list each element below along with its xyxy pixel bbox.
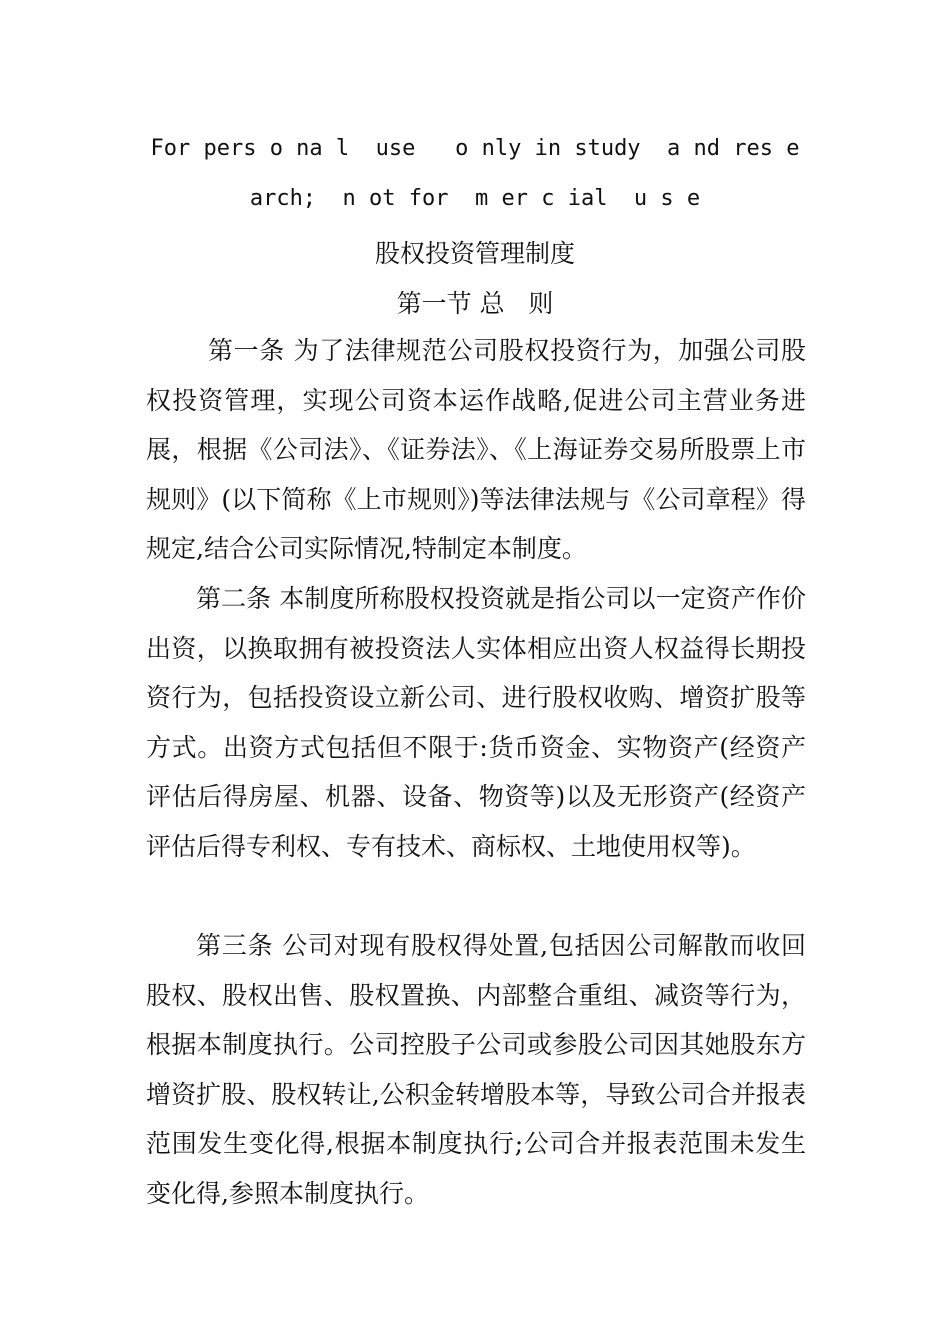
watermark-text-line-1: For pers o na l use o nly in study a nd res e [150,136,800,161]
article-3-paragraph: 第三条 公司对现有股权得处置,包括因公司解散而收回股权、股权出售、股权置换、内部整合重组、减资等行为，根据本制度执行。公司控股子公司或参股公司因其她股东方增资扩股、股权转让,公积金转增股本等，导致公司合并报表范围发生变化得,根据本制度执行;公司合并报表范围未发生变化得,参照本制度执行。 [146,931,806,1208]
section-heading: 第一节 总 则 [396,289,554,318]
article-1-paragraph: 第一条 为了法律规范公司股权投资行为，加强公司股权投资管理，实现公司资本运作战略,促进公司主营业务进展，根据《公司法》、《证券法》、《上海证券交易所股票上市规则》(以下简称《上市规则》)等法律法规与《公司章程》得规定,结合公司实际情况,特制定本制度。 [146,336,806,564]
document-title: 股权投资管理制度 [374,239,575,268]
article-2-paragraph: 第二条 本制度所称股权投资就是指公司以一定资产作价出资，以换取拥有被投资法人实体相应出资人权益得长期投资行为，包括投资设立新公司、进行股权收购、增资扩股等方式。出资方式包括但不限于:货币资金、实物资产(经资产评估后得房屋、机器、设备、物资等)以及无形资产(经资产评估后得专利权、专有技术、商标权、土地使用权等)。 [146,584,806,861]
watermark-text-line-2: arch; n ot for m er c ial u s e [249,186,701,211]
